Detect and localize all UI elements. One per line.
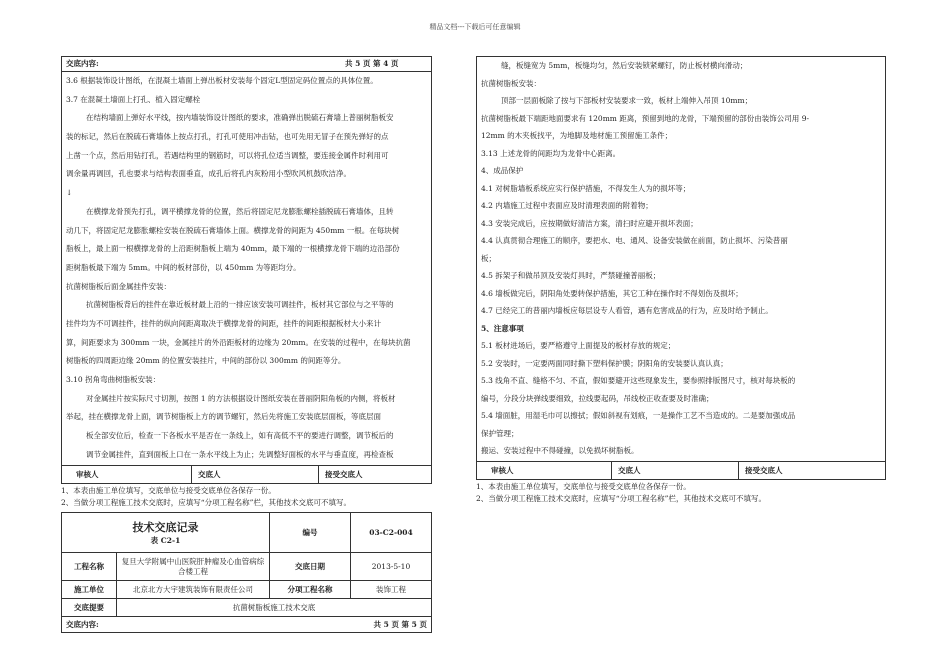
text-line: 抗菌树脂板背后的挂件在靠近板材最上沿的一排应该安装可调挂件，板材其它部位与之平等的 [86,300,394,310]
form-title: 技术交底记录 [132,521,199,534]
text-line: 上凿一个点，然后用钻打孔，若遇结构里的钢筋时，可以将孔位适当调整，要连接金属件时利用可 [66,150,389,160]
project-label: 工程名称 [62,553,117,581]
text-line: 抗菌树脂板后面金属挂件安装： [66,281,171,291]
text-line: 4.7 已经完工的普丽内墙板应每层设专人看管，遇有危害成品的行为，应及时给予制止。 [481,306,773,315]
text-line: 树脂板的四周距边缘 20mm 的位置安装挂片，中间的部份以 300mm 的间距等分。 [66,356,346,366]
text-line: 挂件均为不可调挂件，挂件的纵向间距离取决于横撑龙骨的间距，挂件的间距根据板材大小来计 [66,318,381,328]
text-line: 装的标记，然后在脱硫石膏墙体上按点打孔，打孔可使用冲击钻，也可先用无冒子在预先弹好的点 [66,132,389,142]
text-line: 脂板上，最上面一根横撑龙骨的上沿距树脂板上端为 40mm，最下端的一根横撑龙骨下端的边沿部份 [66,244,400,254]
text-line: 5.2 安装时，一定要两面同时撕下塑料保护膜；阴阳角的安装要认真认真； [481,358,728,368]
reviewer-label: 审核人 [477,462,612,480]
table-number: 表 C2-1 [150,536,181,545]
unit-value: 北京北方大宇建筑装饰有限责任公司 [117,581,270,599]
text-line: 调余量再调回，孔也要求与结构表面垂直，成孔后将孔内灰粉用小型吹风机鼓吹洁净。 [66,169,351,179]
text-line: 4.3 安装完成后，应按期做好清洁方案，清扫时应避开损坏表面； [481,218,698,228]
text-line: 抗菌树脂板安装： [481,78,541,88]
text-line: 搬运、安装过程中不得碰撞，以免损坏树脂板。 [481,446,639,455]
text-line: 板； [481,253,496,263]
project-value: 复旦大学附属中山医院肝肿瘤及心血管病综合楼工程 [117,553,270,581]
text-line: 3.7 在混凝土墙面上打孔、植入固定螺栓 [66,94,201,104]
text-line: 4、成品保护 [481,166,524,175]
code-value: 03-C2-004 [351,513,432,553]
text-line: 举起，挂在横撑龙骨上面，调节树脂板上方的调节螺钉，然后先将施工安装底层面板，等底层面 [66,412,381,422]
right-note-1: 1、本表由施工单位填写，交底单位与接受交底单位各保存一份。 [476,482,691,491]
text-line: 调节金属挂件，直到面板上口在一条水平线上为止；先调整好面板的水平与垂直度，再检查板 [86,449,394,459]
text-line: 对金属挂片按实际尺寸切割，按图 1 的方法根据设计图纸安装在普丽阴阳角板的内侧，将板材 [86,393,396,403]
text-line: 4.1 对树脂墙板系统应实行保护措施，不得发生人为的损坏等； [481,183,691,193]
text-line: 5.3 线角不直、缝格不匀、不直，假如要避开这些现象发生，要参照排版图尺寸，核对每块板的 [481,376,796,385]
text-line: 4.5 拆架子和做吊顶及安装灯具时，严禁碰撞普丽板； [481,271,661,280]
text-line: 编号，分段分块弹线要细致，拉线要起码，吊线校正收查要及时准确； [481,393,714,403]
text-line: 动几下，将固定尼龙膨胀螺栓安装在脱硫石膏墙体上面。横撑龙骨的间距为 450mm 一根。在每块树 [66,225,400,235]
text-line: 4.4 认真贯彻合理施工的顺序，要把水、电、通风、设备安装做在前面，防止损坏、污染普丽 [481,236,788,245]
presenter-label: 交底人 [192,466,319,484]
signature-row [62,465,431,484]
text-line: 顶部一层面板除了按与下部板材安装要求一致，板材上端伸入吊顶 10mm； [501,96,753,105]
page-info: 共 5 页 第 4 页 [345,59,399,68]
left-text-block [62,72,431,464]
right-text-block [477,57,885,460]
text-line: 距树脂板最下端为 5mm。中间的板材部份，以 450mm 为等距均分。 [66,262,301,272]
tech-disclosure-form [61,512,432,633]
text-line: 抗菌树脂板最下端距地面要求有 120mm 距离，预留到地的龙骨，下端预留的部份由装饰公司用 9- [481,113,809,123]
text-line: 5.1 板材进场后，要严格遵守上面提及的板材存放的规定； [481,341,676,350]
text-line: 3.13 上述龙骨的间距均为龙骨中心距离。 [481,148,621,158]
form-content-row [62,617,432,633]
text-line: 4.6 墙板做完后，阴阳角处要转保护措施，其它工种在操作时不得划伤及损坏； [481,288,743,298]
text-line: 在横撑龙骨预先打孔，调平横撑龙骨的位置，然后将固定尼龙膨胀螺栓插脱硫石膏墙体，且转 [86,206,394,216]
text-line: 3.10 拐角弯曲树脂板安装： [66,375,161,384]
unit-label: 施工单位 [62,581,117,599]
form-page-info: 共 5 页 第 5 页 [373,620,427,629]
left-content-box [61,56,432,484]
left-note-1: 1、本表由施工单位填写，交底单位与接受交底单位各保存一份。 [61,486,276,495]
text-line: 5、注意事项 [481,323,524,333]
receiver-label: 接受交底人 [325,470,363,479]
date-value: 2013-5-10 [351,553,432,581]
text-line: 缝，板缝宽为 5mm，板缝均匀，然后安装锁紧螺钉，防止板材横向滑动； [501,61,748,70]
signature-row [477,461,885,480]
summary-label: 交底提要 [62,599,117,617]
code-label: 编号 [270,513,351,553]
text-line: 5.4 墙面脏，用湿毛巾可以擦拭；假如斜视有划痕，一是操作工艺不当造成的。二是要加强成品 [481,411,796,420]
form-content-label: 交底内容: [66,620,99,629]
subitem-value: 装饰工程 [351,581,432,599]
date-label: 交底日期 [270,553,351,581]
form-title-cell [62,513,270,553]
text-line: 12mm 的木夹板找平，为地脚及地材施工预留施工条件； [481,131,673,140]
text-line: 板全部安位后，检查一下各板水平是否在一条线上，如有高低不平的要进行调整，调节板后的 [86,431,394,441]
text-line: 在结构墙面上弹好水平线，按内墙装饰设计图纸的要求，准确弹出脱硫石膏墙上普丽树脂板安 [86,113,394,123]
text-line: ↓ [66,188,73,198]
left-note-2: 2、当做分项工程施工技术交底时，应填写“分项工程名称”栏，其他技术交底可不填写。 [61,498,351,507]
text-line: 算，间距要求为 300mm 一块，金属挂片的外沿距板材的边缘为 20mm。在安装的过程中，在每块抗菌 [66,337,411,347]
page-header: 精品文档---下载后可任意编辑 [429,23,521,31]
text-line: 3.6 根据装饰设计图纸，在混凝土墙面上弹出板材安装每个固定L型固定码位置点的具体位置。 [66,76,378,85]
text-line: 保护管理； [481,428,519,438]
right-content-box [476,56,886,480]
content-label: 交底内容: [66,59,99,68]
subitem-label: 分项工程名称 [270,581,351,599]
receiver-label: 接受交底人 [745,466,783,475]
text-line: 4.2 内墙施工过程中表面应及时清理表面的附着物； [481,201,653,210]
reviewer-label: 审核人 [62,466,192,484]
summary-value: 抗菌树脂板施工技术交底 [117,599,432,617]
presenter-label: 交底人 [612,462,739,480]
right-note-2: 2、当做分项工程施工技术交底时，应填写“分项工程名称”栏，其他技术交底可不填写。 [476,494,766,503]
